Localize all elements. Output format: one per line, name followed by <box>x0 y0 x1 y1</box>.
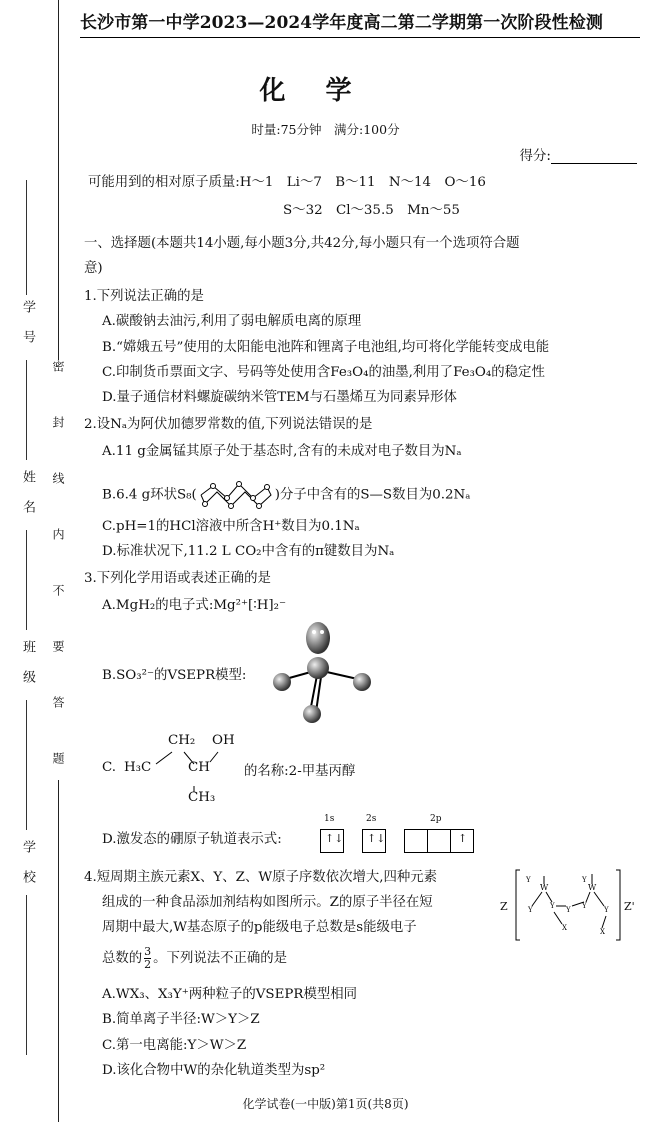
svg-text:X: X <box>562 924 567 932</box>
q3-c-ch: CH <box>188 760 210 775</box>
header-rule <box>80 37 640 38</box>
fig-z-left: Z <box>500 900 508 913</box>
q3-c-bonds <box>150 748 230 794</box>
fig-z-right: Z' <box>624 900 635 913</box>
svg-text:Y: Y <box>582 902 587 910</box>
q3-option-d: D.激发态的硼原子轨道表示式: <box>102 832 282 847</box>
svg-text:Y: Y <box>526 876 531 884</box>
binding-strip <box>0 0 78 1122</box>
fraction-numerator: 3 <box>144 945 152 958</box>
q2-option-a: A.11 g金属锰其原子处于基态时,含有的未成对电子数目为Nₐ <box>102 444 462 459</box>
q2-option-b-pre: B.6.4 g环状S₈( <box>102 487 197 503</box>
orbital-box: ↑↓ <box>362 829 386 853</box>
q4-option-c: C.第一电离能:Y＞W＞Z <box>102 1038 247 1053</box>
atomic-mass-line-1: 可能用到的相对原子质量:H～1 Li～7 B～11 N～14 O～16 <box>88 175 486 190</box>
orbital-box <box>404 829 428 853</box>
fraction <box>144 946 151 971</box>
q2-option-b-post: )分子中含有的S—S数目为0.2Nₐ <box>274 487 471 503</box>
q4-line-4 <box>102 946 287 971</box>
orbital-2p-boxes <box>404 829 473 853</box>
exam-meta: 时量:75分钟 满分:100分 <box>251 122 400 137</box>
s8-ring-icon <box>197 478 275 512</box>
q1-option-b: B.“嫦娥五号”使用的太阳能电池阵和锂离子电池组,均可将化学能转变成电能 <box>102 340 550 355</box>
exam-header: 长沙市第一中学2023—2024学年度高二第二学期第一次阶段性检测 <box>80 13 603 33</box>
q4-line-1: 4.短周期主族元素X、Y、Z、W原子序数依次增大,四种元素 <box>84 870 438 885</box>
q4-option-d: D.该化合物中W的杂化轨道类型为sp² <box>102 1063 326 1078</box>
q4-line-3: 周期中最大,W基态原子的p能级电子总数是s能级电子 <box>102 920 417 935</box>
score-blank <box>551 148 637 164</box>
vsepr-model-figure <box>270 620 380 730</box>
seal-notice: 密 封 线 内 不 要 答 题 <box>51 360 65 780</box>
school-label: 学 校 <box>20 840 35 885</box>
q3-stem: 3.下列化学用语或表述正确的是 <box>84 571 271 586</box>
q3-c-ch2: CH₂ <box>168 733 196 748</box>
class-blank <box>26 700 27 830</box>
q4-line-2: 组成的一种食品添加剂结构如图所示。Z的原子半径在短 <box>102 895 433 910</box>
svg-text:W: W <box>540 883 549 892</box>
orbital-box: ↑↓ <box>320 829 344 853</box>
section-1-heading-cont: 意) <box>84 261 103 276</box>
section-1-heading: 一、选择题(本题共14小题,每小题3分,共42分,每小题只有一个选项符合题 <box>84 236 520 251</box>
orbital-2p-label: 2p <box>430 814 442 824</box>
svg-text:Y: Y <box>550 902 555 910</box>
id-label: 学 号 <box>20 300 35 345</box>
fraction-denominator: 2 <box>144 958 152 971</box>
svg-text:W: W <box>588 883 597 892</box>
q1-option-c: C.印制货币票面文字、号码等处使用含Fe₃O₄的油墨,利用了Fe₃O₄的稳定性 <box>102 365 545 380</box>
q2-option-d: D.标准状况下,11.2 L CO₂中含有的π键数目为Nₐ <box>102 544 395 559</box>
name-blank <box>26 530 27 630</box>
orbital-box: ↑ <box>450 829 474 853</box>
q1-option-d: D.量子通信材料螺旋碳纳米管TEM与石墨烯互为同素异形体 <box>102 390 457 405</box>
q2-option-b <box>102 478 470 512</box>
id-blank <box>26 180 27 295</box>
q4-line-4-pre: 总数的 <box>102 951 143 966</box>
q3-c-h3c: H₃C <box>124 760 152 775</box>
svg-text:Y: Y <box>582 876 587 884</box>
class-label: 班 级 <box>20 640 35 685</box>
q4-option-a: A.WX₃、X₃Y⁺两种粒子的VSEPR模型相同 <box>102 987 358 1002</box>
subject-title: 化学 <box>259 76 392 106</box>
q3-c-ch3: CH₃ <box>188 790 216 805</box>
score-label: 得分: <box>519 148 551 164</box>
atomic-mass-line-2: S～32 Cl～35.5 Mn～55 <box>283 203 460 218</box>
svg-text:X: X <box>600 928 605 936</box>
svg-text:Y: Y <box>528 906 533 914</box>
page-footer: 化学试卷(一中版)第1页(共8页) <box>242 1097 409 1111</box>
svg-text:Y: Y <box>566 906 571 914</box>
q2-stem: 2.设Nₐ为阿伏加德罗常数的值,下列说法错误的是 <box>84 417 373 432</box>
q3-c-oh: OH <box>212 733 235 748</box>
q2-option-c: C.pH=1的HCl溶液中所含H⁺数目为0.1Nₐ <box>102 519 360 534</box>
q4-option-b: B.简单离子半径:W＞Y＞Z <box>102 1012 260 1027</box>
q3-option-c-label: C. <box>102 760 117 775</box>
name-label: 姓 名 <box>20 470 35 515</box>
name-blank-2 <box>26 360 27 460</box>
orbital-1s-label: 1s <box>324 814 335 824</box>
q3-option-c-name: 的名称:2-甲基丙醇 <box>244 764 356 779</box>
orbital-2s-label: 2s <box>366 814 377 824</box>
q4-structure-figure <box>514 868 622 942</box>
q1-stem: 1.下列说法正确的是 <box>84 289 204 304</box>
orbital-2s-box <box>362 829 385 853</box>
orbital-1s-box <box>320 829 343 853</box>
svg-text:Y: Y <box>604 906 609 914</box>
school-blank <box>26 895 27 1055</box>
q3-option-b: B.SO₃²⁻的VSEPR模型: <box>102 668 247 683</box>
q3-option-a: A.MgH₂的电子式:Mg²⁺[∶H]₂⁻ <box>102 598 287 613</box>
orbital-box <box>427 829 451 853</box>
q4-line-4-post: 。下列说法不正确的是 <box>153 951 288 966</box>
q1-option-a: A.碳酸钠去油污,利用了弱电解质电离的原理 <box>102 314 362 329</box>
score-field <box>519 144 637 164</box>
